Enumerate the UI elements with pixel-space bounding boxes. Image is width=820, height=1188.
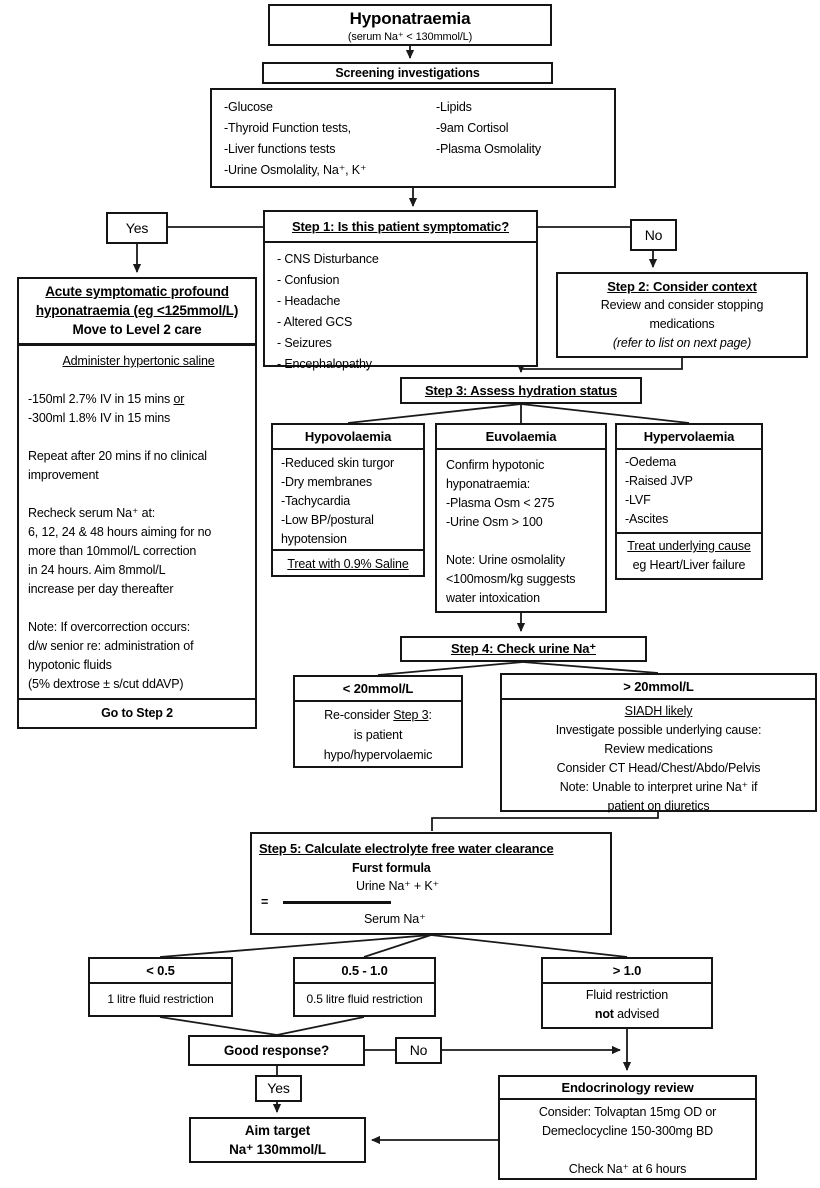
- text-line: - Confusion: [277, 273, 340, 287]
- formula-denominator: Serum Na⁺: [364, 912, 426, 926]
- step5-box: [250, 832, 612, 935]
- euvolaemia-box: [435, 423, 607, 613]
- euvolaemia-header: [437, 425, 605, 450]
- go-to-step2-label: Go to Step 2: [101, 706, 173, 720]
- aim-target-lines: [191, 1121, 364, 1159]
- step4-header-label: Step 4: Check urine Na⁺: [450, 641, 596, 656]
- screening-list-left: [224, 97, 436, 186]
- text-line: water intoxication: [446, 591, 540, 605]
- text-line: Repeat after 20 mins if no clinical: [28, 449, 207, 463]
- text-line: eg Heart/Liver failure: [632, 558, 746, 572]
- text-line: [28, 485, 249, 504]
- yes-box: [106, 212, 168, 244]
- text-line: [446, 532, 603, 551]
- text-line: -150ml 2.7% IV in 15 mins or: [28, 392, 185, 406]
- efwc-low-box: [88, 957, 233, 1017]
- hypervolaemia-body: [617, 450, 761, 532]
- text-line: (refer to list on next page): [612, 336, 752, 350]
- text-line: - Encephalopathy: [277, 357, 372, 371]
- good-response-box: [188, 1035, 365, 1066]
- text-line: Note: Urine osmolality: [446, 553, 565, 567]
- urine-na-low-label: < 20mmol/L: [342, 681, 414, 696]
- text-line: Check Na⁺ at 6 hours: [568, 1162, 687, 1176]
- step1-body: [265, 243, 536, 375]
- text-line: -9am Cortisol: [436, 121, 509, 135]
- text-line: Review medications: [604, 742, 713, 756]
- step4-box: [400, 636, 647, 662]
- text-line: Note: Unable to interpret urine Na⁺ if: [559, 780, 758, 794]
- connector-step3-to-hypovolaemia: [348, 404, 521, 423]
- efwc-mid-header: [295, 959, 434, 984]
- step1-header: [265, 212, 536, 243]
- text-line: Confirm hypotonic: [446, 458, 545, 472]
- connector-low-to-response: [160, 1017, 277, 1035]
- hypovolaemia-label: Hypovolaemia: [304, 429, 392, 444]
- no-box-bottom: [395, 1037, 442, 1064]
- text-line: hyponatraemia (eg <125mmol/L): [35, 303, 239, 318]
- no-box: [630, 219, 677, 251]
- text-line: [28, 428, 249, 447]
- text-line: Consider CT Head/Chest/Abdo/Pelvis: [556, 761, 761, 775]
- text-line: [28, 599, 249, 618]
- text-line: Re-consider Step 3:: [324, 708, 432, 722]
- endocrinology-body: [500, 1100, 755, 1183]
- text-line: hyponatraemia:: [446, 477, 531, 491]
- no-label: No: [644, 226, 663, 243]
- text-line: -300ml 1.8% IV in 15 mins: [28, 411, 171, 425]
- hypervolaemia-box: [615, 423, 763, 580]
- hypovolaemia-footer: [273, 549, 423, 578]
- endocrinology-header: [500, 1077, 755, 1100]
- urine-na-high-box: [500, 673, 817, 812]
- fraction-bar: [283, 901, 391, 904]
- text-line: Move to Level 2 care: [72, 322, 202, 337]
- connector-mid-to-response: [277, 1017, 364, 1035]
- text-line: -Lipids: [436, 100, 472, 114]
- yes-bottom-label: Yes: [267, 1080, 290, 1096]
- euvolaemia-body: [437, 450, 605, 611]
- connector-step3-to-hypervolaemia: [521, 404, 689, 423]
- hypervolaemia-label: Hypervolaemia: [643, 429, 735, 444]
- urine-na-low-header: [295, 677, 461, 702]
- hypervolaemia-footer: [617, 532, 761, 578]
- text-line: (5% dextrose ± s/cut ddAVP): [28, 677, 184, 691]
- title-box: [268, 4, 552, 46]
- hypovolaemia-body: [273, 450, 423, 549]
- screening-header-box: [262, 62, 553, 84]
- connector-step4-to-high: [523, 662, 658, 673]
- text-line: Treat underlying cause: [627, 539, 751, 553]
- text-line: Review and consider stopping: [600, 298, 764, 312]
- text-line: hypo/hypervolaemic: [323, 748, 433, 762]
- text-line: Fluid restriction: [585, 988, 669, 1002]
- equals-sign: =: [261, 894, 269, 909]
- text-line: -Plasma Osmolality: [436, 142, 541, 156]
- step4-header: [402, 641, 645, 657]
- text-line: [28, 371, 249, 390]
- step2-header: [558, 274, 806, 296]
- text-line: not advised: [594, 1007, 660, 1021]
- text-line: -Dry membranes: [281, 475, 372, 489]
- text-line: -Ascites: [625, 512, 669, 526]
- text-line: Consider: Tolvaptan 15mg OD or: [538, 1105, 717, 1119]
- urine-na-low-box: [293, 675, 463, 768]
- text-line: improvement: [28, 468, 99, 482]
- screening-header-label: Screening investigations: [335, 66, 480, 80]
- page-title: Hyponatraemia: [349, 9, 471, 28]
- urine-na-high-body: [502, 700, 815, 820]
- hypervolaemia-header: [617, 425, 761, 450]
- aim-target-box: [189, 1117, 366, 1163]
- text-line: 6, 12, 24 & 48 hours aiming for no: [28, 525, 212, 539]
- acute-header: [19, 279, 255, 346]
- text-line: - CNS Disturbance: [277, 252, 379, 266]
- step3-header-label: Step 3: Assess hydration status: [424, 382, 618, 398]
- text-line: Acute symptomatic profound: [45, 284, 229, 299]
- text-line: in 24 hours. Aim 8mmol/L: [28, 563, 166, 577]
- good-response-label: Good response?: [223, 1043, 330, 1058]
- connector-step2-to-step3: [521, 358, 682, 372]
- text-line: SIADH likely: [624, 704, 693, 718]
- text-line: - Seizures: [277, 336, 332, 350]
- efwc-mid-label: 0.5 - 1.0: [341, 963, 388, 978]
- screening-list-box: [210, 88, 616, 188]
- text-line: Administer hypertonic saline: [62, 354, 215, 368]
- efwc-mid-body: 0.5 litre fluid restriction: [306, 992, 423, 1006]
- acute-treatment-box: [17, 277, 257, 729]
- step5-header-label: Step 5: Calculate electrolyte free water clearance: [259, 841, 554, 856]
- endocrinology-review-box: [498, 1075, 757, 1180]
- text-line: Na⁺ 130mmol/L: [229, 1142, 326, 1157]
- page-subtitle: (serum Na⁺ < 130mmol/L): [347, 31, 473, 43]
- text-line: - Altered GCS: [277, 315, 353, 329]
- text-line: increase per day thereafter: [28, 582, 174, 596]
- formula-equals-row: [261, 895, 610, 909]
- text-line: is patient: [353, 728, 403, 742]
- hypovolaemia-box: [271, 423, 425, 577]
- text-line: Note: If overcorrection occurs:: [28, 620, 191, 634]
- step1-header-label: Step 1: Is this patient symptomatic?: [291, 219, 510, 234]
- no-bottom-label: No: [409, 1042, 428, 1058]
- acute-body: [19, 346, 255, 698]
- formula-numerator: Urine Na⁺ + K⁺: [356, 879, 440, 893]
- efwc-high-box: [541, 957, 713, 1029]
- text-line: Aim target: [244, 1123, 311, 1138]
- acute-footer: [19, 698, 255, 727]
- text-line: d/w senior re: administration of: [28, 639, 194, 653]
- hypovolaemia-footer-label: Treat with 0.9% Saline: [287, 557, 409, 571]
- screening-list-right: [436, 97, 614, 186]
- text-line: -Glucose: [224, 100, 273, 114]
- efwc-mid-box: [293, 957, 436, 1017]
- efwc-low-header: [90, 959, 231, 984]
- yes-label: Yes: [125, 219, 149, 236]
- step2-box: [556, 272, 808, 358]
- text-line: -Plasma Osm < 275: [446, 496, 555, 510]
- text-line: Investigate possible underlying cause:: [555, 723, 762, 737]
- text-line: - Headache: [277, 294, 341, 308]
- step3-box: [400, 377, 642, 404]
- text-line: hypotension: [281, 532, 347, 546]
- text-line: -Reduced skin turgor: [281, 456, 395, 470]
- text-line: -Urine Osmolality, Na⁺, K⁺: [224, 163, 367, 177]
- urine-na-high-label: > 20mmol/L: [623, 679, 694, 694]
- text-line: patient on diuretics: [607, 799, 710, 813]
- hypovolaemia-header: [273, 425, 423, 450]
- step5-header: [252, 834, 610, 859]
- efwc-low-body: 1 litre fluid restriction: [107, 992, 214, 1006]
- efwc-high-body: [543, 984, 711, 1027]
- text-line: -Urine Osm > 100: [446, 515, 543, 529]
- text-line: medications: [649, 317, 715, 331]
- efwc-high-header: [543, 959, 711, 984]
- efwc-high-label: > 1.0: [612, 963, 642, 978]
- efwc-low-label: < 0.5: [146, 963, 175, 978]
- connector-step5-to-high: [431, 935, 627, 957]
- step2-body: [558, 296, 806, 356]
- euvolaemia-label: Euvolaemia: [485, 429, 557, 444]
- text-line: <100mosm/kg suggests: [446, 572, 576, 586]
- step1-box: [263, 210, 538, 371]
- step2-header-label: Step 2: Consider context: [607, 279, 757, 294]
- text-line: more than 10mmol/L correction: [28, 544, 197, 558]
- text-line: -Oedema: [625, 455, 677, 469]
- text-line: -Tachycardia: [281, 494, 351, 508]
- text-line: hypotonic fluids: [28, 658, 112, 672]
- urine-na-high-header: [502, 675, 815, 700]
- text-line: -LVF: [625, 493, 651, 507]
- text-line: -Thyroid Function tests,: [224, 121, 352, 135]
- formula-name: Furst formula: [352, 861, 431, 875]
- step3-header: [402, 383, 640, 399]
- text-line: -Low BP/postural: [281, 513, 374, 527]
- endocrinology-label: Endocrinology review: [561, 1080, 694, 1095]
- text-line: [506, 1141, 749, 1160]
- connector-step5-to-low: [160, 935, 431, 957]
- screening-columns: [212, 90, 614, 186]
- text-line: Demeclocycline 150-300mg BD: [541, 1124, 714, 1138]
- yes-box-bottom: [255, 1075, 302, 1102]
- text-line: -Liver functions tests: [224, 142, 336, 156]
- urine-na-low-body: [295, 702, 461, 769]
- text-line: Recheck serum Na⁺ at:: [28, 506, 156, 520]
- text-line: -Raised JVP: [625, 474, 693, 488]
